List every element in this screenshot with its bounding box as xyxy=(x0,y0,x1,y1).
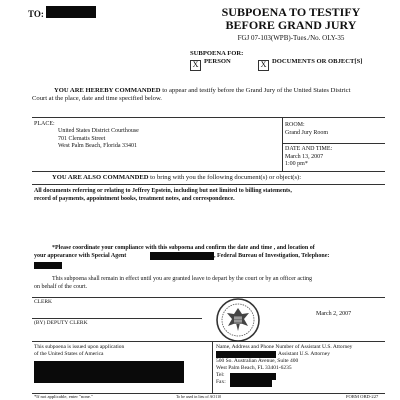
subpoena-for-label: SUBPOENA FOR: xyxy=(190,50,244,57)
redaction-fax xyxy=(230,380,272,387)
documents-top-border xyxy=(32,184,385,185)
person-checkbox[interactable]: X xyxy=(190,60,201,71)
documents-line-2: record of payments, appointment books, treatment notes, and correspondence. xyxy=(34,195,235,202)
documents-label: DOCUMENTS OR OBJECT[S] xyxy=(272,58,363,65)
room-label: ROOM: xyxy=(285,122,305,128)
footer-center-note: To be used in lieu of AO110 xyxy=(176,394,222,399)
date-value: March 13, 2007 xyxy=(285,153,324,160)
room-date-divider xyxy=(282,143,385,144)
datetime-block xyxy=(285,146,332,169)
also-commanded-lead: YOU ARE ALSO COMMANDED xyxy=(52,174,149,181)
fax-label: Fax: xyxy=(216,379,226,385)
command-paragraph xyxy=(32,87,384,103)
attorney-line-3: 500 So. Australian Avenue, Suite 400 xyxy=(216,358,299,364)
person-label: PERSON xyxy=(204,58,231,65)
clerk-signature-line xyxy=(32,318,202,319)
command-lead: YOU ARE HEREBY COMMANDED xyxy=(54,87,161,94)
effect-line-1: This subpoena shall remain in effect until you are granted leave to depart by the court or by an officer acting xyxy=(52,276,313,282)
issued-line-2: of the United States of America xyxy=(34,351,104,357)
redaction-attorney-name xyxy=(216,351,276,358)
documents-line-1: All documents referring or relating to Jeffrey Epstein, including but not limited to billing statements, xyxy=(34,188,292,194)
deputy-clerk-label: (BY) DEPUTY CLERK xyxy=(34,320,88,326)
command-line-2: Court at the place, date and time specified below. xyxy=(32,95,162,102)
redaction-telephone xyxy=(34,262,62,269)
attorney-line-2: Assistant U.S. Attorney xyxy=(278,351,330,357)
room-value: Grand Jury Room xyxy=(285,129,328,136)
coordinate-line-2b: , Federal Bureau of Investigation, Telephone: xyxy=(214,253,330,259)
issued-block xyxy=(34,344,124,358)
footer-note: *If not applicable, enter "none." xyxy=(34,394,93,399)
redaction-agent-name xyxy=(150,252,214,260)
title-line-1: SUBPOENA TO TESTIFY xyxy=(221,5,361,19)
effect-line-2: on behalf of the court. xyxy=(34,283,88,290)
case-number: FGJ 07-103(WPB)-Tues./No. OLY-35 xyxy=(237,34,345,42)
footer-top-border xyxy=(32,341,385,342)
effect-paragraph xyxy=(34,276,386,291)
document-title xyxy=(196,6,386,32)
clerk-date: March 2, 2007 xyxy=(316,311,352,317)
attorney-line-4: West Palm Beach, FL 33401-6235 xyxy=(216,365,292,371)
clerk-top-border xyxy=(32,297,385,298)
also-commanded-rest: to bring with you the following document(s) or object(s): xyxy=(148,174,302,181)
clerk-label: CLERK xyxy=(34,299,53,305)
coordinate-line-2a: your appearance with Special Agent xyxy=(34,253,127,259)
title-line-2: BEFORE GRAND JURY xyxy=(225,18,357,32)
form-number: FORM OBD-227 xyxy=(346,394,379,399)
room-block xyxy=(285,122,328,137)
datetime-label: DATE AND TIME: xyxy=(285,146,333,152)
also-commanded xyxy=(52,174,301,182)
place-line-3: West Palm Beach, Florida 33401 xyxy=(58,143,138,149)
time-value: 1:00 pm* xyxy=(285,161,308,167)
to-label: TO: xyxy=(28,9,44,19)
place-line-1: United States District Courthouse xyxy=(58,128,139,134)
redaction-issuer xyxy=(34,361,184,383)
court-seal-icon xyxy=(214,296,262,344)
place-divider xyxy=(282,117,283,171)
attorney-line-1: Name, Address and Phone Number of Assistant U.S. Attorney xyxy=(216,344,353,350)
documents-checkbox[interactable]: X xyxy=(258,60,269,71)
place-bottom-border xyxy=(32,171,385,172)
place-top-border xyxy=(32,117,385,118)
redaction-tel xyxy=(230,373,276,380)
documents-list xyxy=(34,188,386,203)
place-line-2: 701 Clematis Street xyxy=(58,135,106,142)
issued-line-1: This subpoena is issued upon application xyxy=(34,344,125,350)
redaction-recipient xyxy=(46,6,96,18)
command-line-1: to appear and testify before the Grand Jury of the United States District xyxy=(160,87,351,94)
footer-divider xyxy=(212,341,213,393)
place-address xyxy=(58,128,139,151)
coordinate-line-1: *Please coordinate your compliance with this subpoena and confirm the date and time , and location of xyxy=(52,245,315,251)
tel-label: Tel: xyxy=(216,372,225,378)
place-label: PLACE: xyxy=(34,121,55,127)
